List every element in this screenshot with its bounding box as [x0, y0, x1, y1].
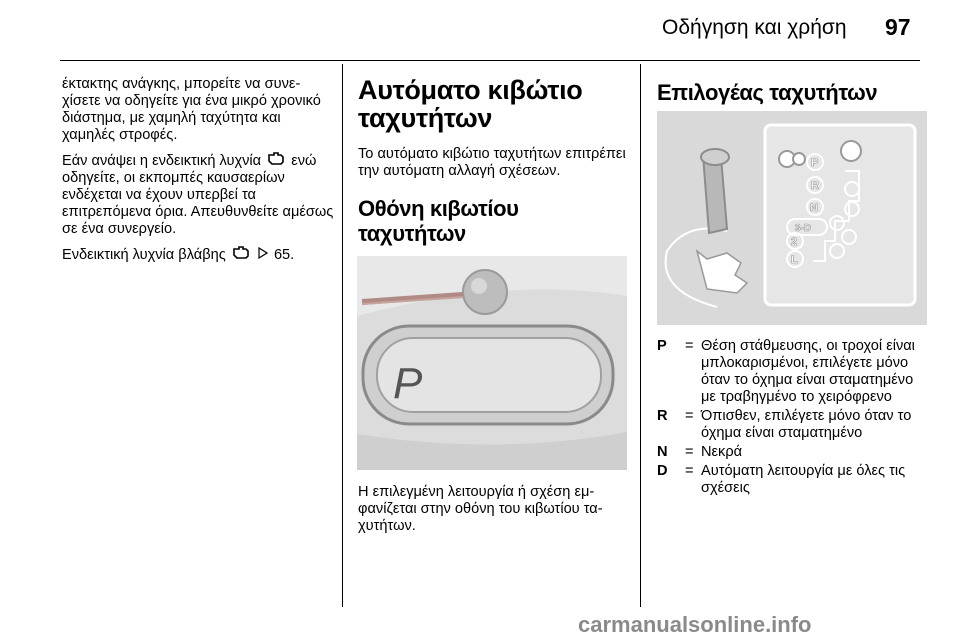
gate-label: 3-D	[795, 223, 812, 234]
page-reference-arrow-icon	[258, 247, 268, 259]
gate-label: 2	[791, 236, 798, 248]
definition-key: N	[657, 444, 668, 460]
gate-label: P	[811, 157, 819, 169]
definition-item	[657, 463, 927, 497]
paragraph	[62, 152, 334, 238]
definition-list	[657, 338, 927, 499]
paragraph-text: Εάν ανάψει η ενδεικτική λυχνία	[62, 153, 262, 169]
gear-indicator-letter: P	[393, 359, 423, 408]
page-reference[interactable]: 65.	[273, 247, 295, 263]
watermark: carmanualsonline.info	[578, 612, 812, 637]
engine-check-icon	[267, 152, 285, 165]
running-header: Οδήγηση και χρήση	[662, 16, 847, 39]
definition-text: Όπισθεν, επιλέγετε μόνο όταν το όχημα είναι σταματημένο	[701, 408, 912, 441]
figure-caption: Η επιλεγμένη λειτουργία ή σχέση εμφανίζεται στην οθόνη του κιβωτίου ταχυτήτων.	[358, 484, 603, 534]
column-3	[657, 66, 929, 117]
gate-label: R	[811, 180, 819, 192]
engine-check-icon	[232, 246, 250, 259]
definition-item	[657, 444, 927, 461]
paragraph-text: Ενδεικτική λυχνία βλάβης	[62, 247, 226, 263]
definition-text: Αυτόματη λειτουργία με όλες τις σχέσεις	[701, 463, 906, 496]
gear-selector-figure	[657, 111, 927, 325]
paragraph: έκτακτης ανάγκης, μπορείτε να συνεχίσετε να οδηγείτε για ένα μικρό χρονικό διάστημα, με χαμηλή ταχύτητα και χαμηλές στροφές.	[62, 76, 321, 143]
page-number: 97	[885, 14, 911, 40]
definition-key: P	[657, 338, 667, 354]
definition-key: R	[657, 408, 668, 424]
paragraph-text: ενώ οδηγείτε, οι εκπομπές καυσαερίων ενδέχεται να έχουν υπερβεί τα επιτρεπόμενα όρια. Απευθυνθείτε αμέσως σε ένα συνεργείο.	[62, 153, 334, 237]
definition-separator: =	[685, 338, 694, 354]
definition-item	[657, 338, 927, 406]
gate-label: L	[791, 254, 798, 266]
definition-separator: =	[685, 444, 694, 460]
header-rule	[60, 60, 920, 61]
paragraph: Το αυτόματο κιβώτιο ταχυτήτων επιτρέπει την αυτόματη αλλαγή σχέσεων.	[358, 146, 626, 179]
section-heading: Αυτόματο κιβώτιο ταχυτήτων	[358, 75, 583, 133]
section-heading: Επιλογέας ταχυτήτων	[657, 80, 878, 105]
gate-label: N	[810, 202, 818, 214]
gearbox-display-figure	[357, 256, 627, 470]
definition-text: Νεκρά	[701, 444, 743, 460]
definition-separator: =	[685, 463, 694, 479]
column-divider	[342, 64, 343, 607]
definition-key: D	[657, 463, 668, 479]
figure-caption-block	[358, 484, 630, 543]
definition-separator: =	[685, 408, 694, 424]
paragraph	[62, 246, 334, 264]
column-divider	[640, 64, 641, 607]
definition-text: Θέση στάθμευσης, οι τροχοί είναι μπλοκαρισμένοι, επιλέγετε μόνο όταν το όχημα είναι σταματημένο με τραβηγμένο το χειρόφρενο	[701, 338, 915, 405]
column-2	[358, 66, 630, 258]
column-1	[62, 66, 334, 272]
subsection-heading: Οθόνη κιβωτίου ταχυτήτων	[358, 196, 519, 246]
definition-item	[657, 408, 927, 442]
